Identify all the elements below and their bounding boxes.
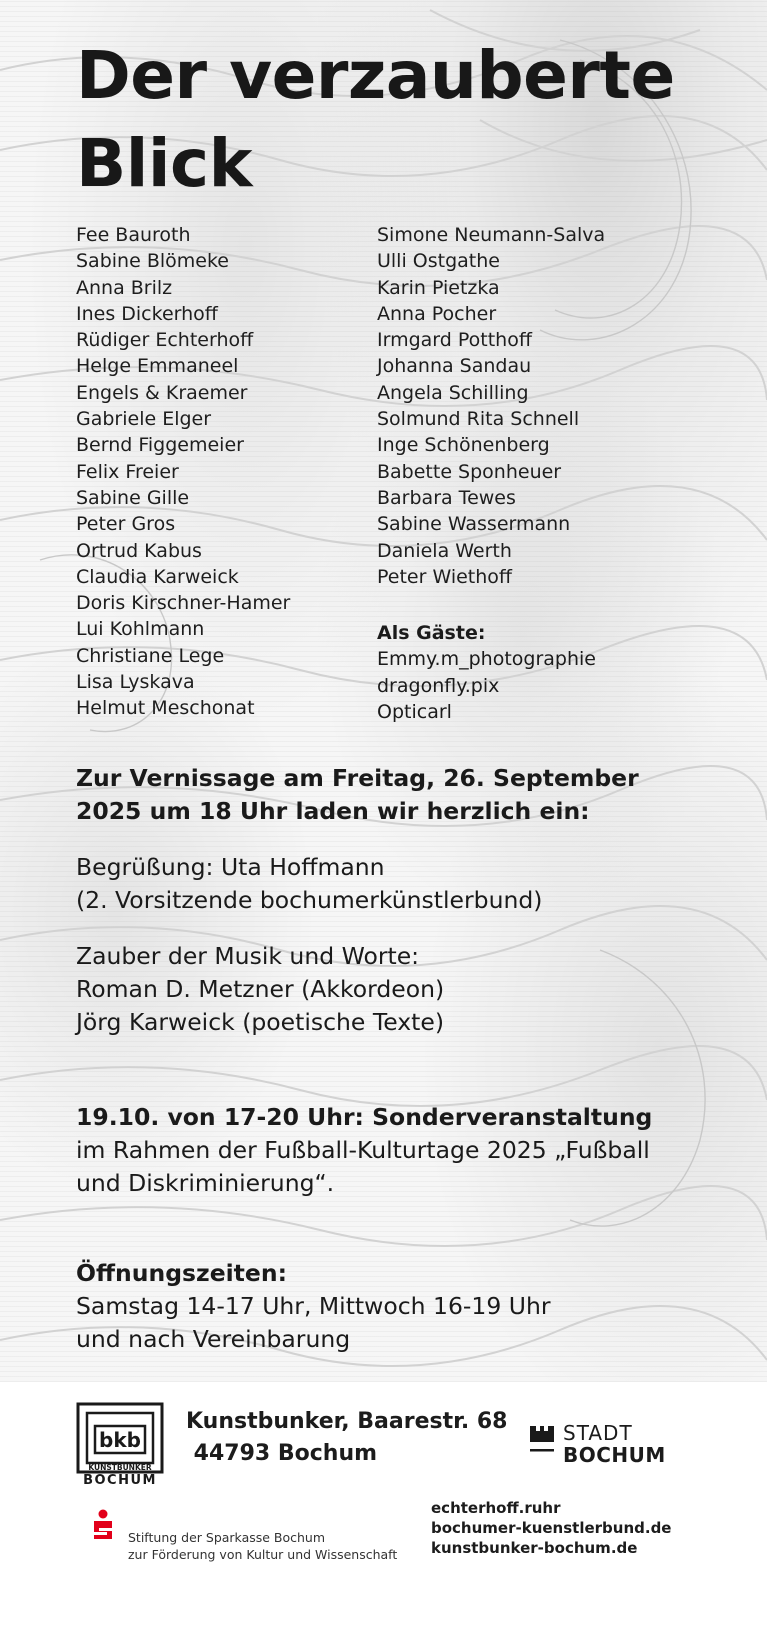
artist-name: Babette Sponheuer (377, 460, 562, 483)
guest-name: Opticarl (377, 700, 452, 723)
music-line: Roman D. Metzner (Akkordeon) (76, 975, 445, 1003)
artist-name: Christiane Lege (76, 644, 225, 667)
greeting-line: (2. Vorsitzende bochumerkünstlerbund) (76, 886, 543, 914)
logo-name: KUNSTBUNKER (88, 1463, 152, 1472)
artist-name: Karin Pietzka (377, 276, 500, 299)
artist-name: Ines Dickerhoff (76, 302, 218, 325)
music-line: Jörg Karweick (poetische Texte) (76, 1008, 445, 1036)
special-event-heading: 19.10. von 17-20 Uhr: Sonderveranstaltung (76, 1103, 653, 1131)
title-line: Der verzauberte (76, 37, 675, 114)
artist-name: Simone Neumann-Salva (377, 224, 606, 246)
artist-name: Anna Brilz (76, 276, 173, 299)
artist-name: Lisa Lyskava (76, 671, 195, 694)
address-line: 44793 Bochum (186, 1441, 378, 1466)
special-event-section (76, 1101, 652, 1200)
footer (0, 1382, 767, 1632)
artist-name: Claudia Karweick (76, 565, 239, 588)
artist-name: Ortrud Kabus (76, 539, 202, 562)
artist-name: Peter Wiethoff (377, 565, 513, 588)
guest-name: Emmy.m_photographie (377, 648, 596, 671)
artist-name: Lui Kohlmann (76, 618, 205, 641)
opening-hours-section (76, 1257, 551, 1356)
stadt-line: STADT (563, 1421, 633, 1445)
guests-list (377, 646, 596, 725)
guests-heading: Als Gäste: (377, 622, 486, 644)
sparkasse-line: Stiftung der Sparkasse Bochum (128, 1530, 326, 1545)
opening-hours-line: und nach Vereinbarung (76, 1325, 351, 1353)
artist-name: Solmund Rita Schnell (377, 408, 580, 431)
artist-name: Irmgard Potthoff (377, 329, 532, 352)
artists-list-right (377, 222, 605, 590)
artist-name: Angela Schilling (377, 381, 529, 404)
stadt-bochum-logo (527, 1422, 677, 1470)
sparkasse-s-icon (90, 1509, 116, 1543)
artist-name: Anna Pocher (377, 302, 497, 325)
artist-name: Gabriele Elger (76, 408, 212, 431)
website-link[interactable]: bochumer-kuenstlerbund.de (431, 1519, 672, 1537)
artist-name: Sabine Gille (76, 486, 190, 509)
artists-list-left (76, 222, 290, 722)
artist-name: Doris Kirschner-Hamer (76, 592, 291, 615)
website-link[interactable]: kunstbunker-bochum.de (431, 1539, 638, 1557)
artist-name: Peter Gros (76, 513, 176, 536)
artist-name: Helmut Meschonat (76, 697, 255, 720)
opening-hours-heading: Öffnungszeiten: (76, 1259, 287, 1287)
vernissage-line: 2025 um 18 Uhr laden wir herzlich ein: (76, 797, 590, 825)
venue-address (186, 1406, 507, 1470)
special-event-line: im Rahmen der Fußball-Kulturtage 2025 „Fußball (76, 1136, 650, 1164)
artist-name: Fee Bauroth (76, 224, 191, 246)
sparkasse-line: zur Förderung von Kultur und Wissenschaft (128, 1547, 398, 1562)
logo-city: BOCHUM (83, 1473, 157, 1486)
artist-name: Barbara Tewes (377, 486, 516, 509)
artist-name: Engels & Kraemer (76, 381, 248, 404)
music-section (76, 940, 444, 1039)
city-crown-icon (527, 1422, 557, 1464)
title-line: Blick (76, 125, 253, 202)
guest-name: dragonfly.pix (377, 674, 500, 697)
music-line: Zauber der Musik und Worte: (76, 942, 420, 970)
artist-name: Felix Freier (76, 460, 179, 483)
address-line: Kunstbunker, Baarestr. 68 (186, 1409, 508, 1434)
artist-name: Bernd Figgemeier (76, 434, 244, 457)
artist-name: Sabine Wassermann (377, 513, 571, 536)
guests-section (377, 620, 596, 725)
kunstbunker-logo (76, 1402, 164, 1486)
sparkasse-foundation (90, 1507, 398, 1567)
artist-name: Inge Schönenberg (377, 434, 550, 457)
poster-title (76, 32, 675, 208)
artist-name: Sabine Blömeke (76, 250, 229, 273)
stadt-text (563, 1422, 666, 1466)
logo-abbr: bkb (99, 1428, 141, 1452)
vernissage-invitation (76, 762, 639, 828)
opening-hours-line: Samstag 14-17 Uhr, Mittwoch 16-19 Uhr (76, 1292, 551, 1320)
sparkasse-text (128, 1529, 397, 1563)
website-links (431, 1498, 671, 1558)
artist-name: Johanna Sandau (377, 355, 532, 378)
artist-name: Daniela Werth (377, 539, 512, 562)
special-event-line: und Diskriminierung“. (76, 1169, 335, 1197)
website-link[interactable]: echterhoff.ruhr (431, 1499, 561, 1517)
artist-name: Ulli Ostgathe (377, 250, 500, 273)
greeting-section (76, 851, 542, 917)
vernissage-line: Zur Vernissage am Freitag, 26. September (76, 764, 639, 792)
greeting-line: Begrüßung: Uta Hoffmann (76, 853, 385, 881)
stadt-line: BOCHUM (563, 1443, 666, 1467)
artist-name: Rüdiger Echterhoff (76, 329, 254, 352)
artist-name: Helge Emmaneel (76, 355, 239, 378)
